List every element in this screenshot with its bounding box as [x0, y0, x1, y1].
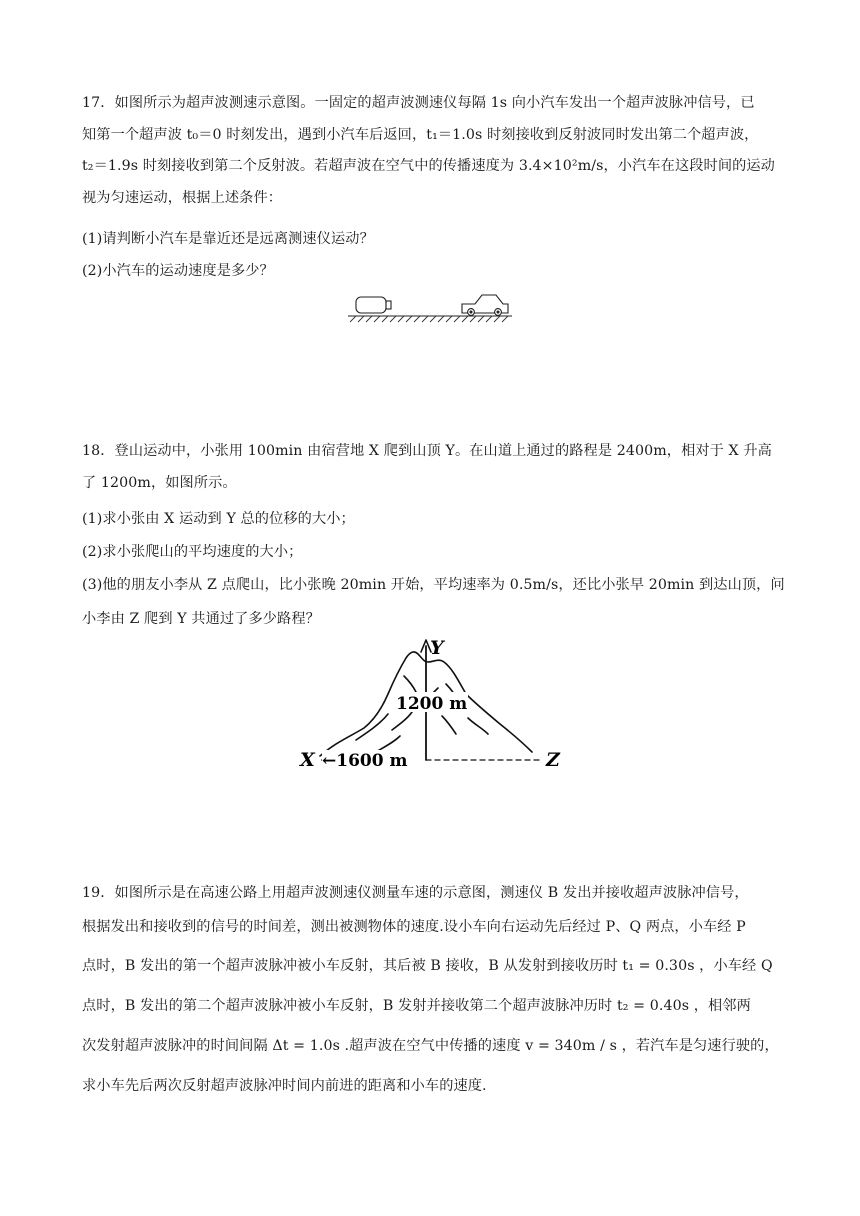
- q19-line-6: 求小车先后两次反射超声波脉冲时间内前进的距离和小车的速度.: [82, 1078, 487, 1094]
- detector-nozzle: [386, 301, 391, 309]
- label-x: X: [300, 749, 315, 771]
- q18-line-6: 小李由 Z 爬到 Y 共通过了多少路程？: [82, 611, 320, 627]
- q19-line-2: 根据发出和接收到的信号的时间差，测出被测物体的速度.设小车向右运动先后经过 P、Q 两点，小车经 P: [82, 919, 746, 935]
- q19-line-4: 点时，B 发出的第二个超声波脉冲被小车反射，B 发射并接收第二个超声波脉冲历时 t₂ = 0.40s ，相邻两: [82, 998, 751, 1014]
- q18-figure-mountain: [296, 632, 566, 774]
- q17-line-5: (1)请判断小汽车是靠近还是远离测速仪运动？: [82, 231, 374, 247]
- q19-line-1: 19．如图所示是在高速公路上用超声波测速仪测量车速的示意图，测速仪 B 发出并接收超声波脉冲信号，: [82, 885, 749, 901]
- q19-line-5: 次发射超声波脉冲的时间间隔 Δt = 1.0s .超声波在空气中传播的速度 v = 340m / s ，若汽车是匀速行驶的，: [82, 1038, 779, 1054]
- q17-line-2: 知第一个超声波 t₀＝0 时刻发出，遇到小汽车后返回，t₁＝1.0s 时刻接收到反射波同时发出第二个超声波，: [82, 127, 759, 143]
- width-label: ←1600 m: [322, 751, 408, 771]
- q18-line-1: 18．登山运动中，小张用 100min 由宿营地 X 爬到山顶 Y。在山道上通过的路程是 2400m，相对于 X 升高: [82, 443, 772, 459]
- q18-line-3: (1)求小张由 X 运动到 Y 总的位移的大小；: [82, 511, 355, 527]
- q17-line-4: 视为匀速运动，根据上述条件：: [82, 190, 283, 206]
- q18-line-2: 了 1200m，如图所示。: [82, 475, 237, 491]
- label-y: Y: [430, 637, 444, 659]
- q18-line-5: (3)他的朋友小李从 Z 点爬山，比小张晚 20min 开始，平均速率为 0.5m/s，还比小张早 20min 到达山顶，问: [82, 577, 785, 593]
- label-z: Z: [546, 749, 560, 771]
- q17-figure-speed-detector-car: [340, 290, 520, 324]
- q17-line-6: (2)小汽车的运动速度是多少？: [82, 263, 274, 279]
- q17-line-3: t₂＝1.9s 时刻接收到第二个反射波。若超声波在空气中的传播速度为 3.4×10²m/s，小汽车在这段时间的运动: [82, 158, 775, 174]
- q18-line-4: (2)求小张爬山的平均速度的大小；: [82, 544, 303, 560]
- q17-line-1: 17．如图所示为超声波测速示意图。一固定的超声波测速仪每隔 1s 向小汽车发出一个超声波脉冲信号，已: [82, 95, 755, 111]
- q19-line-3: 点时，B 发出的第一个超声波脉冲被小车反射，其后被 B 接收，B 从发射到接收历时 t₁ = 0.30s ，小车经 Q: [82, 958, 773, 974]
- height-label: 1200 m: [396, 694, 468, 714]
- detector-shape: [356, 297, 386, 313]
